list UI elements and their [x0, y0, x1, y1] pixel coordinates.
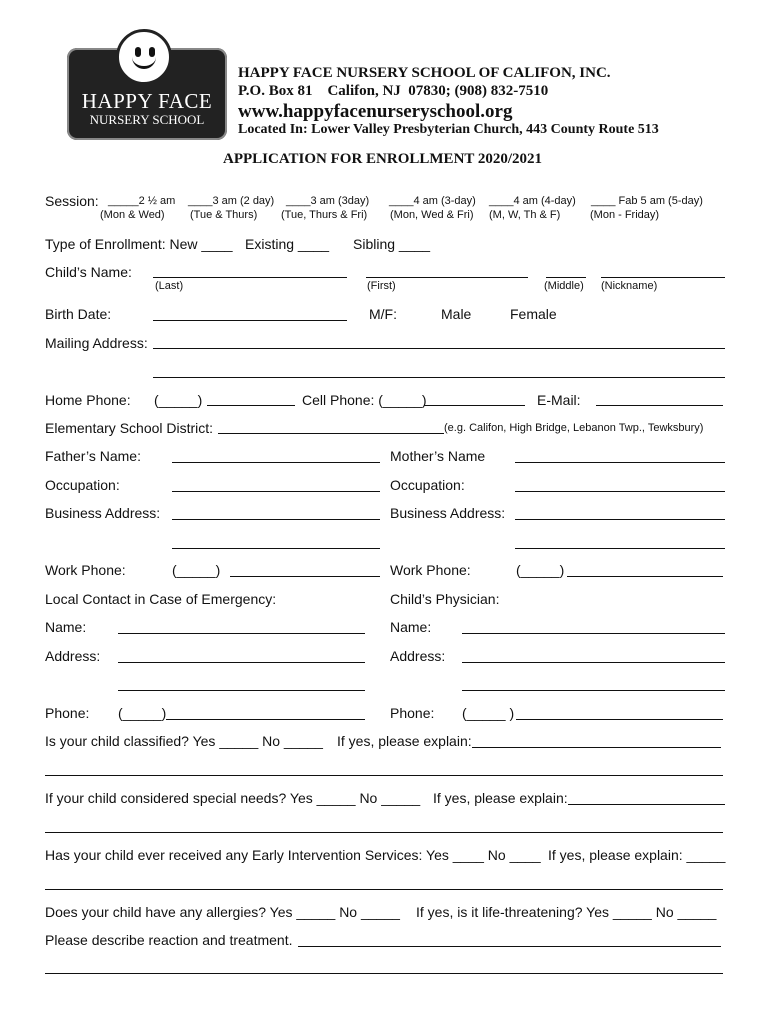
smiley-face-icon: [116, 29, 172, 85]
physician-address-field-2[interactable]: [462, 690, 725, 691]
father-work-phone-label: Work Phone:: [45, 562, 126, 578]
logo-line1: HAPPY FACE: [81, 89, 213, 113]
session-option-5-days: (M, W, Th & F): [489, 209, 561, 221]
school-district-label: Elementary School District:: [45, 420, 214, 436]
enrollment-type-new[interactable]: Type of Enrollment: New ____: [45, 236, 233, 252]
early-intervention-explain-field[interactable]: [45, 889, 723, 890]
special-needs-question[interactable]: If your child considered special needs? Yes _____ No _____: [45, 790, 421, 806]
early-intervention-explain-label: If yes, please explain: _____: [548, 847, 726, 863]
email-label: E-Mail:: [537, 392, 581, 408]
father-work-phone-area[interactable]: (_____): [172, 562, 221, 578]
classified-explain-field[interactable]: [472, 747, 721, 748]
physician-heading: Child’s Physician:: [390, 591, 500, 607]
reaction-label: Please describe reaction and treatment.: [45, 932, 293, 948]
physician-address-field-1[interactable]: [462, 662, 725, 663]
mother-work-phone-field[interactable]: [567, 576, 723, 577]
contact-address-field-1[interactable]: [118, 662, 365, 663]
reaction-field[interactable]: [298, 946, 721, 947]
contact-address-label: Address:: [45, 648, 101, 664]
home-phone-label: Home Phone:: [45, 392, 131, 408]
email-field[interactable]: [596, 405, 723, 406]
org-name: HAPPY FACE NURSERY SCHOOL OF CALIFON, INC.: [238, 65, 611, 81]
nickname-caption: (Nickname): [601, 280, 658, 292]
session-option-3[interactable]: ____3 am (3day): [286, 195, 370, 207]
last-caption: (Last): [155, 280, 184, 292]
cell-phone-label[interactable]: Cell Phone: (_____): [302, 392, 427, 408]
allergies-question[interactable]: Does your child have any allergies? Yes _____ No _____: [45, 904, 400, 920]
father-name-field[interactable]: [172, 462, 380, 463]
session-label: Session:: [45, 193, 99, 209]
contact-address-field-2[interactable]: [118, 690, 365, 691]
local-contact-heading: Local Contact in Case of Emergency:: [45, 591, 277, 607]
reaction-field-2[interactable]: [45, 973, 723, 974]
father-occupation-label: Occupation:: [45, 477, 120, 493]
form-title: APPLICATION FOR ENROLLMENT 2020/2021: [223, 151, 543, 167]
classified-explain-field-2[interactable]: [45, 775, 723, 776]
middle-caption: (Middle): [544, 280, 584, 292]
early-intervention-question[interactable]: Has your child ever received any Early Intervention Services: Yes ____ No ____: [45, 847, 541, 863]
child-middle-name-field[interactable]: [546, 277, 586, 278]
child-first-name-field[interactable]: [366, 277, 528, 278]
session-option-6[interactable]: ____ Fab 5 am (5-day): [591, 195, 703, 207]
contact-name-label: Name:: [45, 619, 87, 635]
logo-line2: NURSERY SCHOOL: [89, 112, 205, 127]
mother-business-address-field-2[interactable]: [515, 548, 725, 549]
mailing-address-label: Mailing Address:: [45, 335, 148, 351]
cell-phone-field[interactable]: [424, 405, 525, 406]
first-caption: (First): [367, 280, 396, 292]
child-last-name-field[interactable]: [153, 277, 347, 278]
physician-phone-label: Phone:: [390, 705, 435, 721]
father-business-address-field-2[interactable]: [172, 548, 380, 549]
classified-question[interactable]: Is your child classified? Yes _____ No _____: [45, 733, 323, 749]
session-option-6-days: (Mon - Friday): [590, 209, 660, 221]
session-option-2-days: (Tue & Thurs): [190, 209, 258, 221]
org-address: P.O. Box 81 Califon, NJ 07830; (908) 832-7510: [238, 83, 549, 99]
enrollment-type-existing[interactable]: Existing ____: [245, 236, 330, 252]
life-threatening-question[interactable]: If yes, is it life-threatening? Yes _____ No _____: [416, 904, 717, 920]
child-nickname-field[interactable]: [601, 277, 725, 278]
mother-name-field[interactable]: [515, 462, 725, 463]
school-district-hint: (e.g. Califon, High Bridge, Lebanon Twp., Tewksbury): [444, 422, 704, 434]
contact-phone-field[interactable]: [166, 719, 365, 720]
home-phone-field[interactable]: [207, 405, 295, 406]
mother-work-phone-area[interactable]: (_____): [516, 562, 565, 578]
birth-date-field[interactable]: [153, 320, 347, 321]
physician-address-label: Address:: [390, 648, 446, 664]
father-occupation-field[interactable]: [172, 491, 380, 492]
special-needs-explain-field[interactable]: [568, 804, 725, 805]
contact-phone-label: Phone:: [45, 705, 90, 721]
mother-occupation-label: Occupation:: [390, 477, 465, 493]
mother-work-phone-label: Work Phone:: [390, 562, 471, 578]
enrollment-type-sibling[interactable]: Sibling ____: [353, 236, 431, 252]
home-phone-area[interactable]: (_____): [154, 392, 203, 408]
physician-phone-area[interactable]: (_____ ): [462, 705, 515, 721]
special-needs-explain-label: If yes, please explain:: [433, 790, 568, 806]
session-option-1-days: (Mon & Wed): [100, 209, 165, 221]
session-option-1[interactable]: _____2 ½ am: [108, 195, 176, 207]
father-business-address-field-1[interactable]: [172, 519, 380, 520]
physician-phone-field[interactable]: [516, 719, 723, 720]
session-option-3-days: (Tue, Thurs & Fri): [281, 209, 368, 221]
session-option-4-days: (Mon, Wed & Fri): [390, 209, 474, 221]
physician-name-label: Name:: [390, 619, 432, 635]
mother-occupation-field[interactable]: [515, 491, 725, 492]
contact-phone-area[interactable]: (_____): [118, 705, 167, 721]
father-business-address-label: Business Address:: [45, 505, 161, 521]
birth-date-label: Birth Date:: [45, 306, 112, 322]
mother-business-address-label: Business Address:: [390, 505, 506, 521]
female-option[interactable]: Female: [510, 306, 557, 322]
father-name-label: Father’s Name:: [45, 448, 141, 464]
mailing-address-field-2[interactable]: [153, 377, 725, 378]
male-option[interactable]: Male: [441, 306, 472, 322]
location: Located In: Lower Valley Presbyterian Church, 443 County Route 513: [238, 122, 659, 137]
session-option-2[interactable]: ____3 am (2 day): [188, 195, 275, 207]
mother-business-address-field-1[interactable]: [515, 519, 725, 520]
special-needs-explain-field-2[interactable]: [45, 832, 723, 833]
father-work-phone-field[interactable]: [230, 576, 380, 577]
physician-name-field[interactable]: [462, 633, 725, 634]
classified-explain-label: If yes, please explain:: [337, 733, 472, 749]
school-district-field[interactable]: [218, 433, 444, 434]
child-name-label: Child’s Name:: [45, 264, 132, 280]
contact-name-field[interactable]: [118, 633, 365, 634]
mother-name-label: Mother’s Name: [390, 448, 486, 464]
website[interactable]: www.happyfacenurseryschool.org: [238, 101, 513, 122]
mailing-address-field-1[interactable]: [153, 348, 725, 349]
session-option-4[interactable]: ____4 am (3-day): [389, 195, 476, 207]
session-option-5[interactable]: ____4 am (4-day): [489, 195, 576, 207]
mf-label: M/F:: [369, 306, 397, 322]
